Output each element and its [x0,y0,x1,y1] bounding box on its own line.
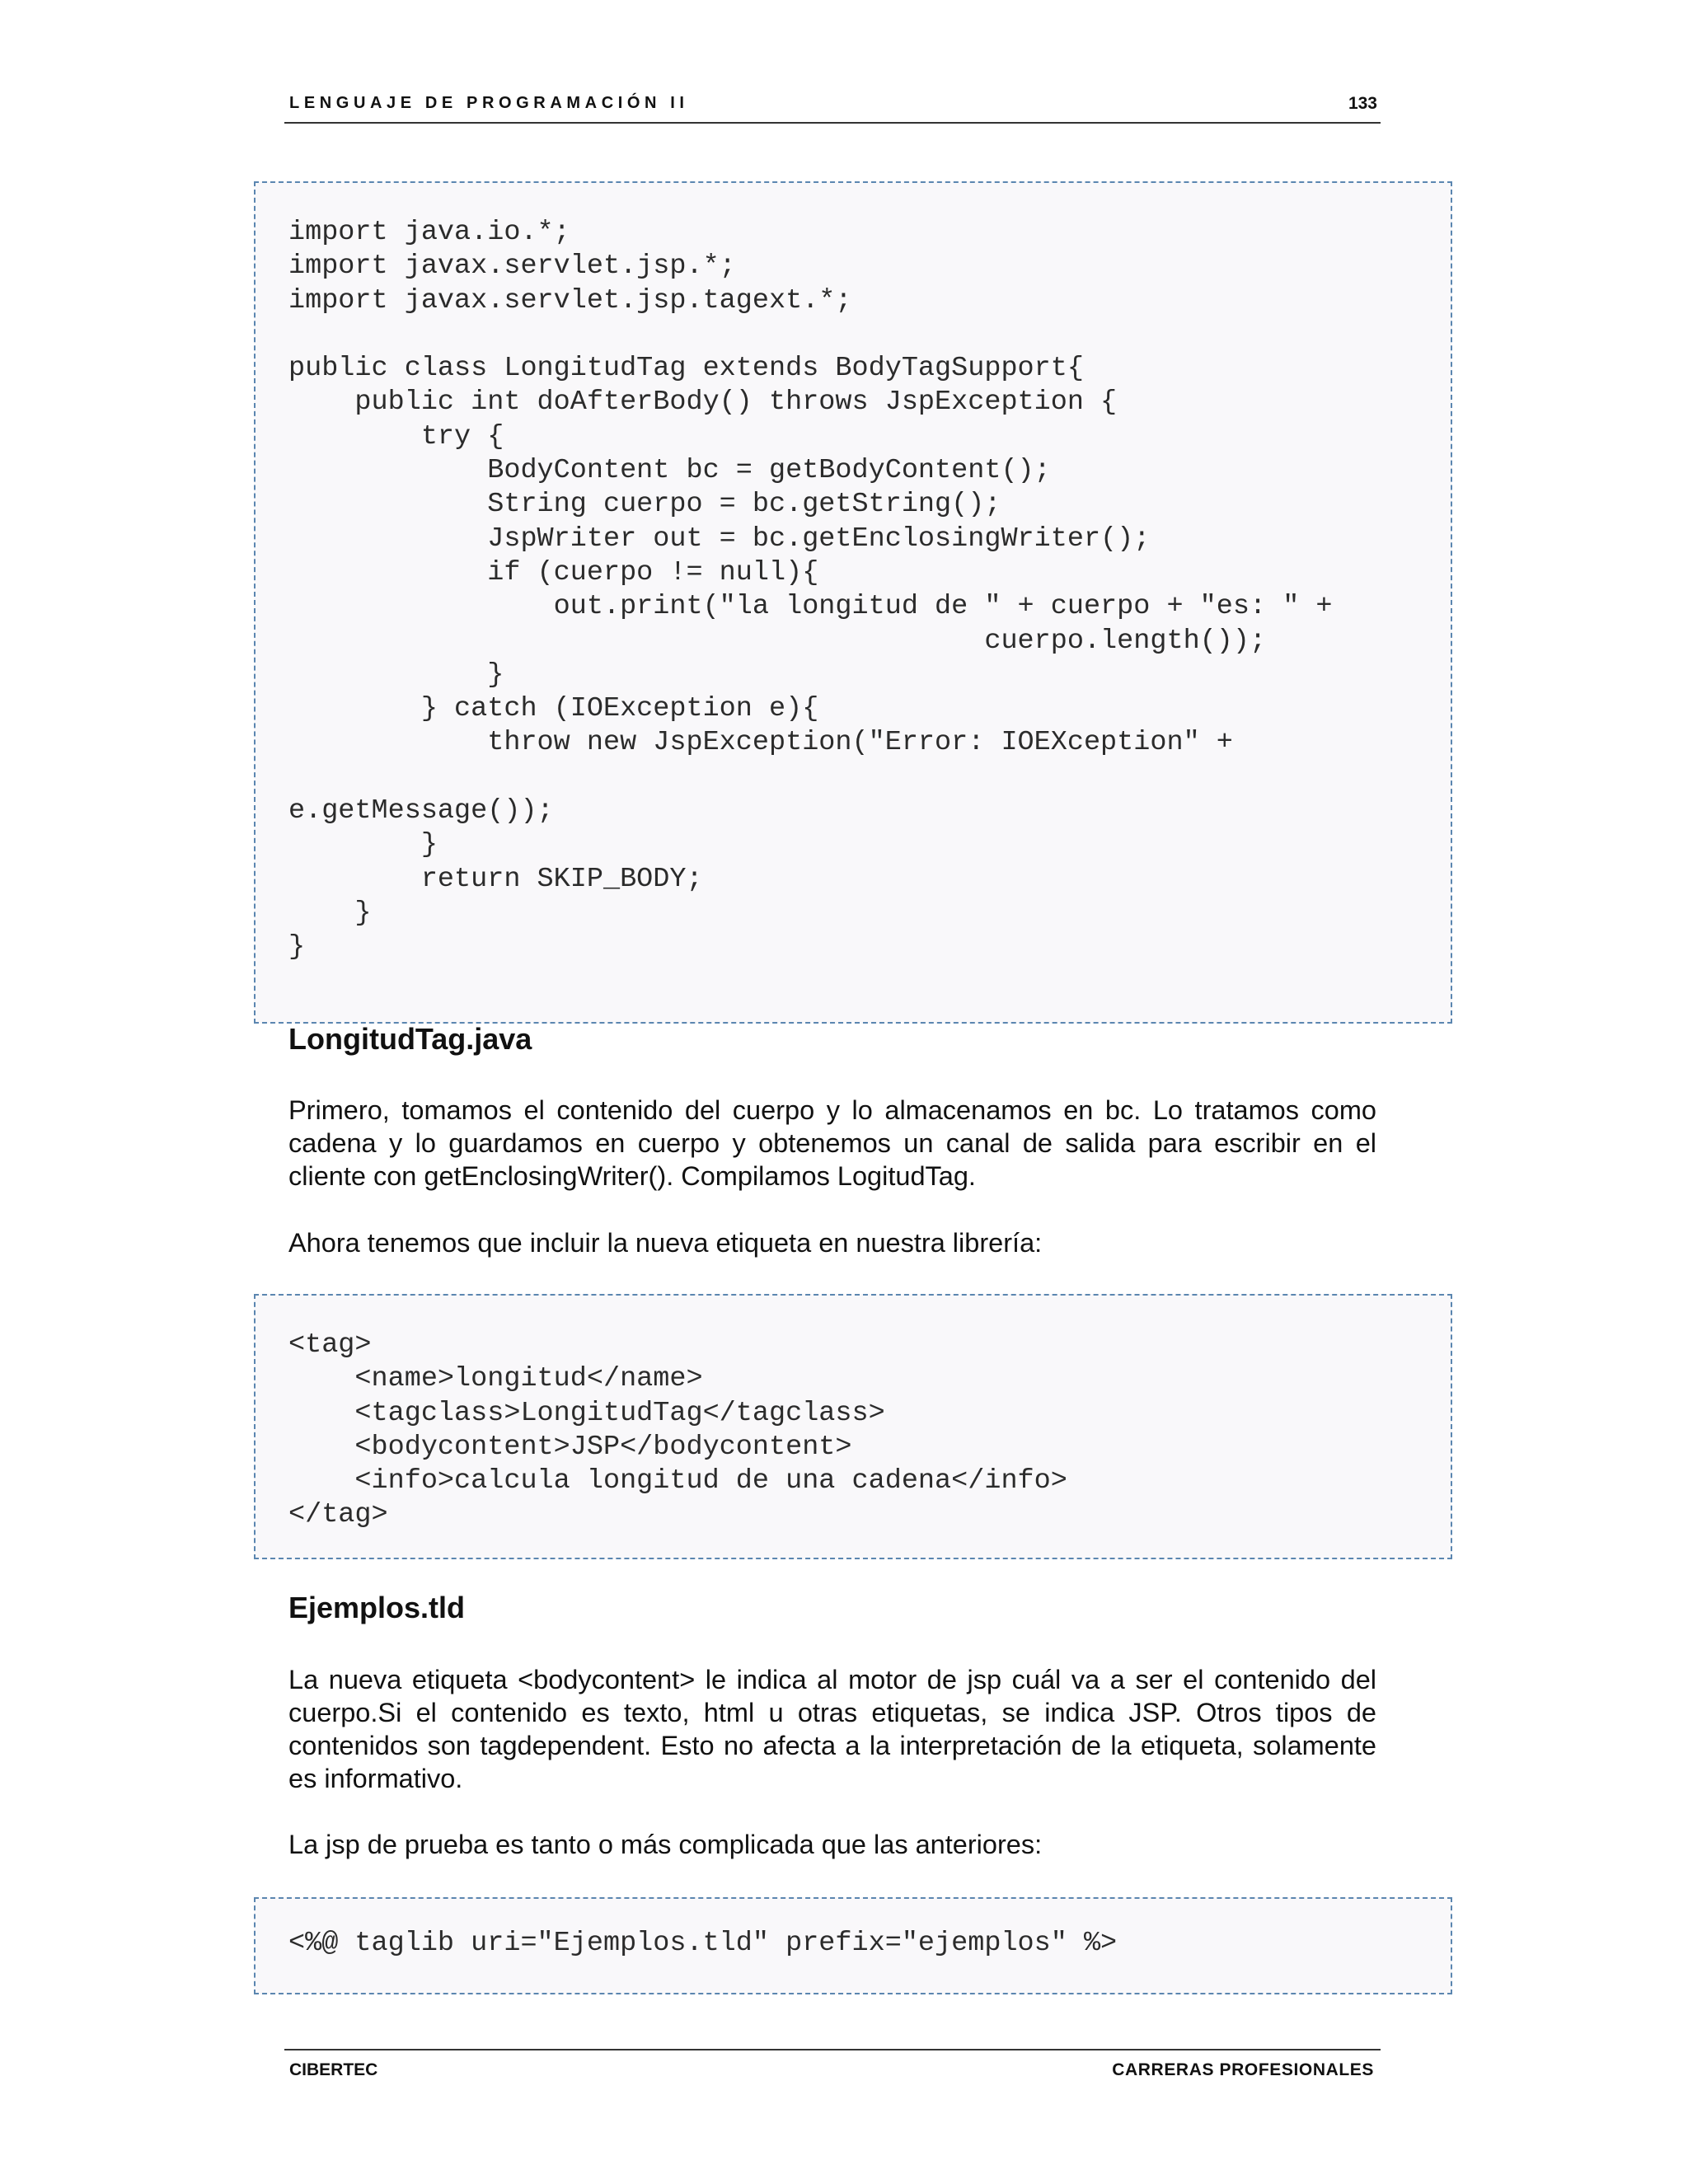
caption-ejemplos-tld: Ejemplos.tld [288,1591,466,1624]
code-block-longitudtag-java [254,181,1452,1024]
code-block-tag-definition [254,1294,1452,1559]
page-header [284,92,1381,124]
page-footer [284,2049,1381,2083]
code-text: <%@ taglib uri="Ejemplos.tld" prefix="ejemplos" %> [288,1928,1118,1959]
paragraph-bodycontent: La nueva etiqueta <bodycontent> le indica al motor de jsp cuál va a ser el contenido del cuerpo.Si el contenido es texto, html u otras etiquetas, se indica JSP. Otros tipos de contenidos son tagdependent. Esto no afecta a la interpretación de la etiqueta, solamente es informativo. [288,1665,1376,1793]
paragraph-include-tag: Ahora tenemos que incluir la nueva etiqueta en nuestra librería: [288,1228,1043,1258]
caption-longitudtag-java: LongitudTag.java [288,1022,532,1056]
paragraph-explanation: Primero, tomamos el contenido del cuerpo y lo almacenamos en bc. Lo tratamos como cadena y lo guardamos en cuerpo y obtenemos un canal de salida para escribir en el cliente con getEnclosingWriter(). Compilamos LogitudTag. [288,1095,1376,1191]
page-number: 133 [1348,94,1377,113]
footer-program: CARRERAS PROFESIONALES [1112,2060,1374,2079]
footer-publisher: CIBERTEC [289,2060,378,2079]
paragraph-jsp-test: La jsp de prueba es tanto o más complicada que las anteriores: [288,1830,1043,1859]
code-block-taglib-directive [254,1897,1452,1994]
header-title: LENGUAJE DE PROGRAMACIÓN II [289,94,689,112]
code-text: <tag> <name>longitud</name> <tagclass>LongitudTag</tagclass> <bodycontent>JSP</bodycontent> <info>calcula longitud de una cadena</info> </tag> [288,1329,1067,1531]
code-text: import java.io.*; import javax.servlet.jsp.*; import javax.servlet.jsp.tagext.*; public class LongitudTag extends BodyTagSupport{ public int doAfterBody() throws JspException { try { BodyContent bc = getBodyContent(); String cuerpo = bc.getString(); JspWriter out = bc.getEnclosingWriter(); if (cuerpo != null){ out.print("la longitud de " + cuerpo + "es: " + cuerpo.length()); } } catch (IOException e){ throw new JspException("Error: IOEXception" + e.getMessage()); } return SKIP_BODY; } } [288,217,1333,963]
